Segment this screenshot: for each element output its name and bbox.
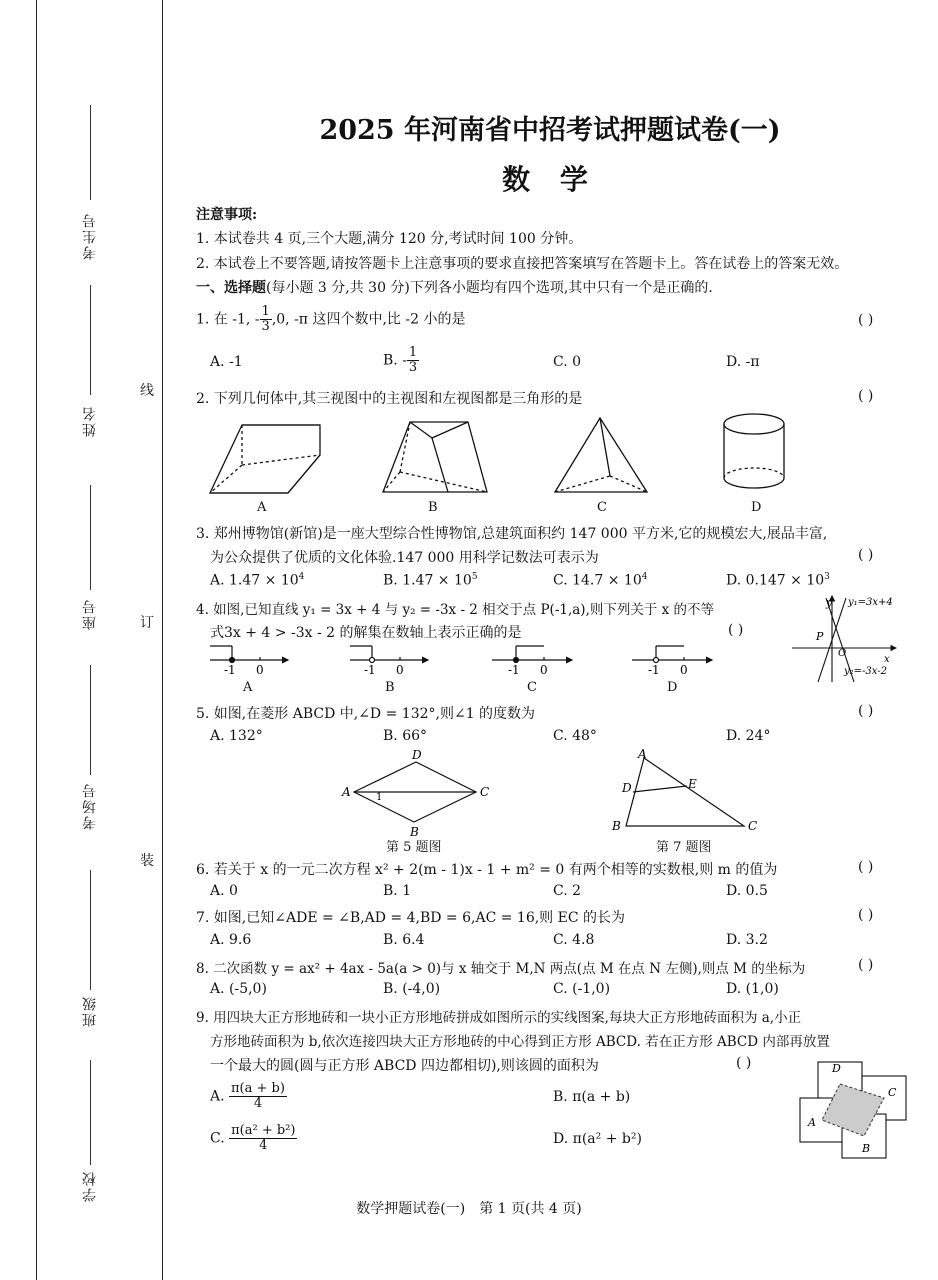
room-underline — [90, 665, 91, 775]
q1-option-a: A. -1 — [210, 354, 243, 370]
q1-option-b-pre: B. - — [383, 352, 407, 369]
q6-option-b: B. 1 — [383, 883, 412, 899]
q3-option-d-exp: 3 — [824, 572, 830, 582]
note-1: 1. 本试卷共 4 页,三个大题,满分 120 分,考试时间 100 分钟。 — [196, 231, 583, 247]
q5-label-c: C — [480, 785, 490, 799]
q9-option-c-den: 4 — [259, 1138, 268, 1153]
q2-figure-b — [383, 422, 487, 492]
q9-option-c-pre: C. — [210, 1130, 225, 1147]
section-1-heading — [196, 277, 713, 297]
q2-figures — [200, 410, 920, 516]
section-1-desc: (每小题 3 分,共 30 分)下列各小题均有四个选项,其中只有一个是正确的. — [266, 280, 713, 296]
q4-label-d: D — [667, 680, 678, 695]
q8-option-c: C. (-1,0) — [553, 981, 611, 997]
q7-label-d: D — [622, 781, 632, 795]
q2-answer-paren: ( ) — [858, 388, 874, 404]
q6-answer-paren: ( ) — [858, 859, 874, 875]
q8-option-b: B. (-4,0) — [383, 981, 441, 997]
exam-no-underline — [90, 105, 91, 200]
q6-option-c: C. 2 — [553, 883, 582, 899]
q9-option-a-pre: A. — [210, 1088, 225, 1105]
q3-stem-line2: 为公众提供了优质的文化体验.147 000 用科学记数法可表示为 — [210, 550, 599, 566]
name-underline — [90, 285, 91, 395]
q4-numline-b — [350, 646, 428, 663]
page-footer: 数学押题试卷(一) 第 1 页(共 4 页) — [356, 1201, 582, 1217]
exam-title: 2025 年河南省中招考试押题试卷(一) — [319, 115, 781, 146]
q4-numline-d — [632, 646, 712, 663]
q4-stem-line1: 4. 如图,已知直线 y₁ = 3x + 4 与 y₂ = -3x - 2 相交于点 P(-1,a),则下列关于 x 的不等 — [196, 602, 715, 618]
q4-d-tick-0: 0 — [680, 663, 688, 677]
q4-stem-line2: 式3x + 4 > -3x - 2 的解集在数轴上表示正确的是 — [210, 625, 522, 641]
q5-figure-caption: 第 5 题图 — [386, 840, 442, 855]
q5-option-a: A. 132° — [210, 728, 263, 744]
q6-stem: 6. 若关于 x 的一元二次方程 x² + 2(m - 1)x - 1 + m² = 0 有两个相等的实数根,则 m 的值为 — [196, 862, 778, 878]
q9-option-a — [210, 1082, 287, 1111]
q4-c-tick-m1: -1 — [508, 663, 520, 677]
q5-option-b: B. 66° — [383, 728, 428, 744]
q3-option-a-exp: 4 — [298, 572, 305, 582]
q6-option-d: D. 0.5 — [726, 883, 768, 899]
q9-option-c — [210, 1124, 297, 1153]
q4-label-a: A — [243, 680, 253, 695]
school-underline — [90, 1060, 91, 1165]
q4-c-tick-0: 0 — [540, 663, 548, 677]
q4-graph-y2: y₂=-3x-2 — [844, 666, 887, 677]
q7-option-c: C. 4.8 — [553, 932, 595, 948]
q2-stem: 2. 下列几何体中,其三视图中的主视图和左视图都是三角形的是 — [196, 391, 583, 407]
note-2: 2. 本试卷上不要答题,请按答题卡上注意事项的要求直接把答案填写在答题卡上。答在试卷上的答案无效。 — [196, 256, 849, 272]
q8-option-d: D. (1,0) — [726, 981, 779, 997]
q1-answer-paren: ( ) — [858, 312, 874, 328]
q5-label-a: A — [342, 785, 351, 799]
margin-line-outer — [36, 0, 37, 1280]
q7-figure-caption: 第 7 题图 — [656, 840, 712, 855]
q9-option-a-num: π(a + b) — [231, 1081, 285, 1096]
q5-answer-paren: ( ) — [858, 703, 874, 719]
q2-figure-a — [210, 425, 320, 493]
name-label: 姓名 — [82, 405, 98, 437]
q7-label-e: E — [688, 777, 697, 791]
q1-option-b-fraction — [407, 346, 419, 375]
q7-label-c: C — [748, 819, 758, 833]
q4-answer-paren: ( ) — [728, 622, 744, 638]
q7-triangle-figure — [604, 748, 774, 840]
q2-label-c: C — [597, 500, 607, 515]
q8-answer-paren: ( ) — [858, 957, 874, 973]
q1-option-d: D. -π — [726, 354, 760, 370]
q7-label-a: A — [638, 748, 647, 761]
exam-no-label: 考生号 — [82, 212, 98, 260]
q4-graph-y1: y₁=3x+4 — [848, 597, 893, 608]
q3-option-b-text: B. 1.47 × 10 — [383, 572, 472, 589]
binding-ding-mark: 订 — [140, 615, 154, 631]
q2-figure-c — [555, 418, 647, 492]
q5-label-d: D — [412, 748, 422, 762]
q4-b-tick-0: 0 — [396, 663, 404, 677]
binding-zhuang-mark: 装 — [140, 853, 154, 869]
q9-stem-line2: 方形地砖面积为 b,依次连接四块大正方形地砖的中心得到正方形 ABCD. 若在正方形 ABCD 内部再放置 — [210, 1034, 830, 1050]
q7-option-b: B. 6.4 — [383, 932, 425, 948]
q4-label-c: C — [527, 680, 537, 695]
q3-option-a-text: A. 1.47 × 10 — [210, 572, 299, 589]
q8-stem: 8. 二次函数 y = ax² + 4ax - 5a(a > 0)与 x 轴交于 M,N 两点(点 M 在点 N 左侧),则点 M 的坐标为 — [196, 961, 806, 977]
q5-option-d: D. 24° — [726, 728, 771, 744]
q5-option-c: C. 48° — [553, 728, 597, 744]
q1-stem — [196, 305, 465, 334]
q1-option-c: C. 0 — [553, 354, 582, 370]
q9-option-a-fraction — [229, 1082, 287, 1111]
q3-option-b-exp: 5 — [471, 572, 478, 582]
section-1-title: 一、选择题 — [196, 280, 266, 296]
q7-answer-paren: ( ) — [858, 907, 874, 923]
q9-option-c-fraction — [229, 1124, 297, 1153]
subject-title: 数 学 — [502, 163, 598, 196]
q5-angle-1: 1 — [376, 792, 383, 803]
class-underline — [90, 870, 91, 990]
q4-label-b: B — [385, 680, 395, 695]
q9-stem-line1: 9. 用四块大正方形地砖和一块小正方形地砖拼成如图所示的实线图案,每块大正方形地砖面积为 a,小正 — [196, 1010, 802, 1026]
q3-option-d — [726, 572, 830, 589]
q7-label-b: B — [612, 819, 621, 833]
q2-label-b: B — [428, 500, 438, 515]
q1-stem-post: ,0, -π 这四个数中,比 -2 小的是 — [271, 311, 466, 328]
q3-option-b — [383, 572, 478, 589]
q3-stem-line1: 3. 郑州博物馆(新馆)是一座大型综合性博物馆,总建筑面积约 147 000 平方米,它的规模宏大,展品丰富, — [196, 526, 828, 542]
q9-option-c-num: π(a² + b²) — [231, 1123, 296, 1138]
q4-graph-p: P — [816, 630, 824, 643]
q1-frac-num: 1 — [261, 304, 270, 319]
q4-graph — [788, 592, 916, 684]
q4-graph-x-axis: x — [884, 654, 890, 665]
q5-stem: 5. 如图,在菱形 ABCD 中,∠D = 132°,则∠1 的度数为 — [196, 706, 536, 722]
q9-option-a-den: 4 — [253, 1096, 263, 1111]
school-label: 学校 — [82, 1170, 98, 1202]
q1-option-b-num: 1 — [408, 345, 418, 360]
q9-label-a: A — [808, 1116, 816, 1129]
class-label: 班级 — [82, 995, 98, 1027]
q7-option-d: D. 3.2 — [726, 932, 768, 948]
q4-d-tick-m1: -1 — [648, 663, 660, 677]
seat-label: 座号 — [82, 598, 98, 630]
q1-fraction — [260, 305, 272, 334]
q6-option-a: A. 0 — [210, 883, 238, 899]
q4-b-tick-m1: -1 — [364, 663, 376, 677]
q2-label-a: A — [257, 500, 267, 515]
q9-option-d: D. π(a² + b²) — [553, 1131, 642, 1147]
q1-frac-den: 3 — [261, 319, 270, 334]
q5-label-b: B — [410, 825, 419, 838]
q4-a-tick-m1: -1 — [224, 663, 236, 677]
q3-option-c — [553, 572, 647, 589]
seat-underline — [90, 485, 91, 590]
q1-option-b — [383, 346, 419, 375]
q7-option-a: A. 9.6 — [210, 932, 252, 948]
q3-option-d-text: D. 0.147 × 10 — [726, 572, 825, 589]
margin-line-inner — [162, 0, 163, 1280]
q4-graph-y-axis: y — [826, 596, 833, 609]
q1-stem-pre: 1. 在 -1, - — [196, 311, 260, 328]
room-label: 考场号 — [82, 782, 98, 830]
q3-answer-paren: ( ) — [858, 547, 874, 563]
q3-option-c-text: C. 14.7 × 10 — [553, 572, 642, 589]
q4-numline-a — [210, 646, 288, 663]
binding-line-mark: 线 — [140, 383, 154, 399]
q5-rhombus-figure — [338, 748, 498, 838]
q9-option-b: B. π(a + b) — [553, 1089, 631, 1105]
q3-option-a — [210, 572, 304, 589]
q4-numline-c — [492, 646, 572, 663]
q9-stem-line3: 一个最大的圆(圆与正方形 ABCD 四边都相切),则该圆的面积为 — [210, 1058, 599, 1074]
q9-label-b: B — [862, 1142, 871, 1155]
q9-tiles-figure — [796, 1058, 910, 1164]
q3-option-c-exp: 4 — [641, 572, 648, 582]
q2-figure-d — [724, 414, 784, 488]
notes-heading: 注意事项: — [196, 207, 258, 223]
q9-label-d: D — [832, 1062, 841, 1075]
q8-option-a: A. (-5,0) — [210, 981, 267, 997]
q4-a-tick-0: 0 — [256, 663, 264, 677]
q9-label-c: C — [888, 1086, 897, 1099]
q9-answer-paren: ( ) — [736, 1055, 752, 1071]
q4-number-lines — [200, 640, 760, 678]
q1-option-b-den: 3 — [408, 360, 418, 375]
q4-graph-o: O — [838, 648, 847, 659]
q7-stem: 7. 如图,已知∠ADE = ∠B,AD = 4,BD = 6,AC = 16,则 EC 的长为 — [196, 910, 626, 926]
q2-label-d: D — [751, 500, 762, 515]
